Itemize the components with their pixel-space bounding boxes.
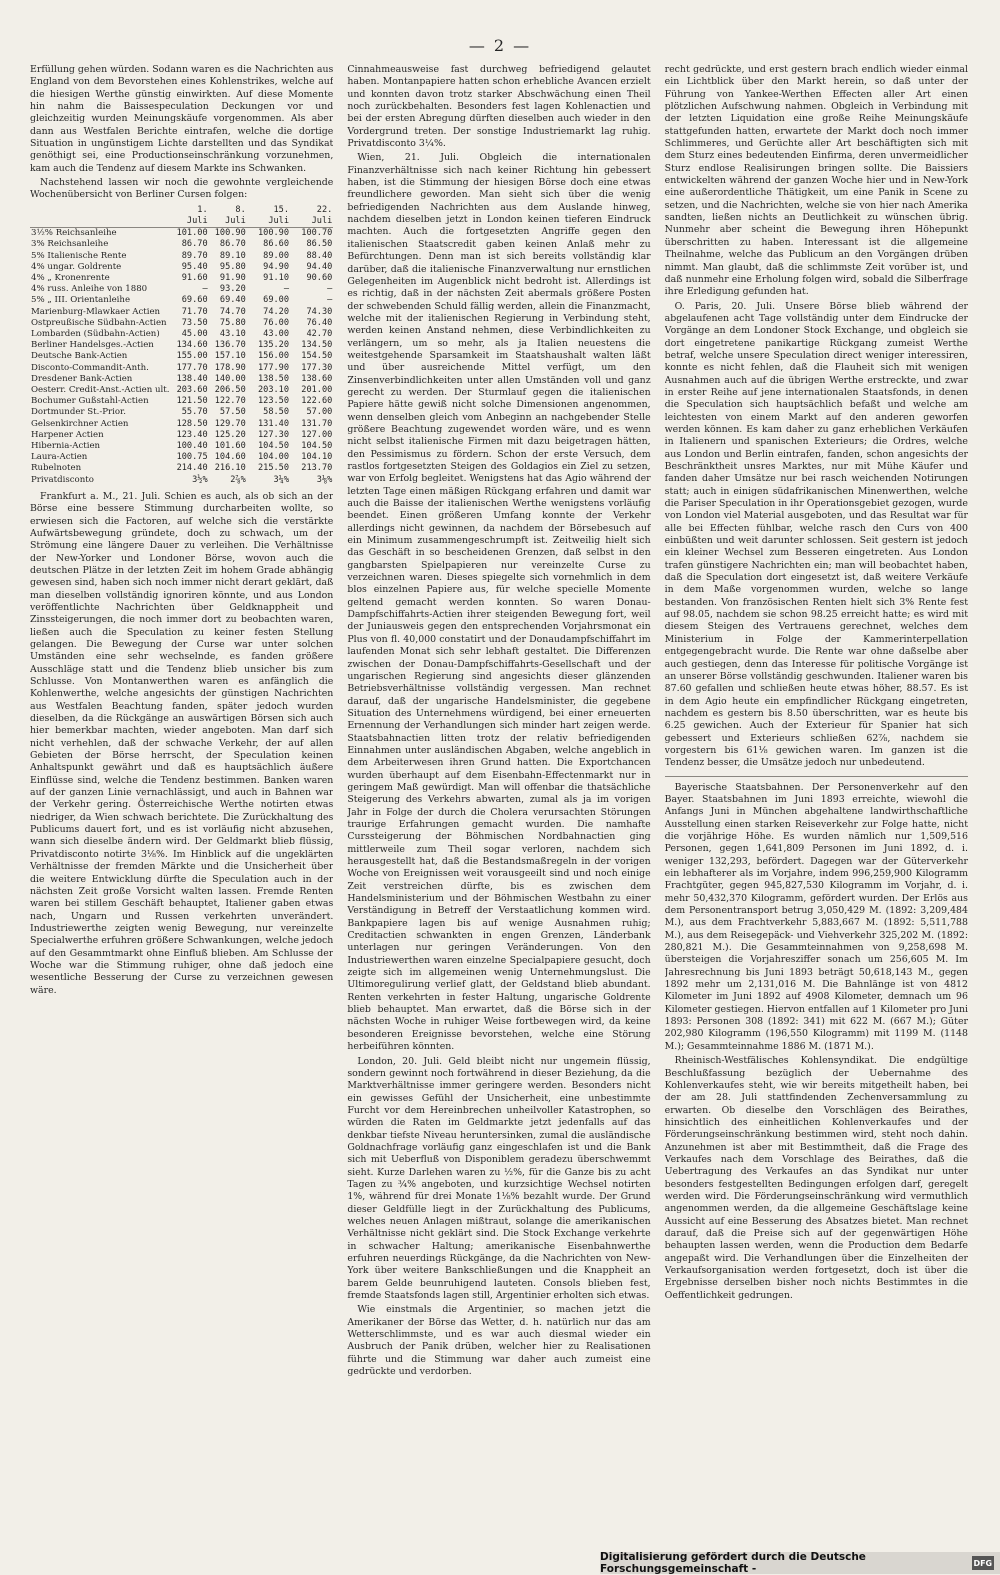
column-1 bbox=[30, 64, 333, 1534]
quote-cell: 43.10 bbox=[219, 329, 246, 340]
quote-cell: 104.00 bbox=[257, 452, 290, 463]
security-name-cell: Lombarden (Südbahn-Actien) bbox=[31, 329, 160, 340]
article-paragraph: Erfüllung gehen würden. Sodann waren es die Nachrichten aus England von dem Bevorstehen eines Kohlenstrikes, welche auf die hiesigen Werthe günstig einwirkten. Auf diese Momente hin nahm die Baissespeculation Deckungen vor und gleichzeitig wurden Meinungskäufe vorgenommen. Als aber dann aus Westfalen Berichte eintrafen, welche die dortige Situation in ungünstigem Lichte darstellten und das Syndikat genöthigt sei, eine Productionseinschränkung vorzunehmen, kam auch die Tendenz auf diesem Markte ins Schwanken. bbox=[30, 64, 334, 174]
digitization-footer bbox=[600, 1552, 1000, 1574]
table-row bbox=[30, 419, 333, 430]
security-name-cell: Gelsenkirchner Actien bbox=[31, 418, 129, 429]
quote-cell: — bbox=[327, 284, 333, 295]
quote-cell: 74.70 bbox=[219, 306, 246, 317]
quote-cell: 101.00 bbox=[176, 228, 208, 239]
security-name-cell: 5% „ III. Orientanleihe bbox=[31, 295, 131, 306]
quote-cell: 69.60 bbox=[181, 295, 208, 306]
quote-cell: 100.90 bbox=[257, 228, 290, 239]
quote-cell: 89.70 bbox=[181, 250, 208, 261]
security-name-cell: Laura-Actien bbox=[31, 452, 88, 463]
quote-cell: 76.40 bbox=[306, 317, 333, 328]
table-row bbox=[30, 284, 333, 295]
table-row bbox=[30, 374, 333, 385]
quote-cell: 125.20 bbox=[214, 429, 246, 440]
quote-cell: 86.50 bbox=[306, 239, 333, 250]
security-name-cell: Hibernia-Actien bbox=[31, 441, 101, 452]
quote-cell: 177.90 bbox=[257, 362, 290, 373]
article-paragraph-bayerische-staatsbahnen: Bayerische Staatsbahnen. Der Personenverkehr auf den Bayer. Staatsbahnen im Juni 1893 erreichte, wiewohl die Anfangs Juni in München abgehaltene landwirthschaftliche Ausstellung einen starken Reiseverkehr zur Folge hatte, nicht die vorjährige Höhe. Es wurden nämlich nur 1,509,516 Personen, gegen 1,641,809 Personen im Juni 1892, d. i. weniger 132,293, befördert. Dagegen war der Güterverkehr ein lebhafterer als im Vorjahre, indem 996,259,900 Kilogramm Frachtgüter, gegen 945,827,530 Kilogramm im Vorjahr, d. i. mehr 50,432,370 Kilogramm, gefördert wurden. Der Erlös aus dem Personentransport betrug 3,050,429 M. (1892: 3,209,484 M.), aus dem Frachtverkehr 5,883,667 M. (1892: 5,511,788 M.), aus dem Reisegepäck- und Viehverkehr 325,202 M. (1892: 280,821 M.). Die Gesammteinnahmen von 9,258,698 M. übersteigen die Vorjahresziffer sonach um 256,605 M. Im Jahresrechnung bis Juni 1893 beträgt 50,618,143 M., gegen 1892 mehr um 2,131,016 M. Die Bahnlänge ist von 4812 Kilometer im Juni 1892 auf 4908 Kilometer, demnach um 96 Kilometer gestiegen. Hiervon entfallen auf 1 Kilometer pro Juni 1893: Personen 308 (1892: 341) mit 622 M. (667 M.); Güter 202,980 Kilogramm (196,550 Kilogramm) mit 1199 M. (1148 M.); Gesammteinnahme 1886 M. (1871 M.). bbox=[664, 781, 968, 1052]
quote-cell: 138.60 bbox=[301, 373, 333, 384]
quote-cell: 178.90 bbox=[214, 362, 246, 373]
quote-cell: 122.60 bbox=[301, 396, 333, 407]
quote-cell: 203.10 bbox=[257, 385, 290, 396]
quote-cell: 155.00 bbox=[176, 351, 208, 362]
column-3 bbox=[665, 64, 968, 1534]
quote-cell: 104.60 bbox=[214, 452, 246, 463]
quote-cell: 95.40 bbox=[181, 261, 208, 272]
table-header-cell: 8. Juli bbox=[209, 205, 247, 228]
table-row bbox=[30, 251, 333, 262]
quote-cell: 100.70 bbox=[301, 228, 333, 239]
table-header-cell: 15. Juli bbox=[247, 205, 290, 228]
article-paragraph: recht gedrückte, und erst gestern brach endlich wieder einmal ein Lichtblick über den Markt herein, so daß unter der Führung von Yankee-Werthen Effecten aller Art einen plötzlichen Aufschwung nahmen. Obgleich in Verbindung mit der letzten Liquidation eine große Reihe Meinungskäufe stattgefunden hatten, erwartete der Markt doch noch immer Schlimmeres, und Gerüchte aller Art beschäftigten sich mit dem Sturz eines bedeutenden Einfirma, deren unvermeidlicher Sturz endlose Realisirungen bringen sollte. Die Baissiers entwickelten während der ganzen Woche hier und in New-York eine außerordentliche Thätigkeit, um eine Panik in Scene zu setzen, und die Nachrichten, welche sie von hier nach Amerika sandten, ließen nichts an Deutlichkeit zu wünschen übrig. Nunmehr aber scheint die Bewegung ihren Höhepunkt überschritten zu haben. Interessant ist die allgemeine Theilnahme, welche das Publicum an den Vorgängen drüben nimmt. Man glaubt, daß die schlimmste Zeit vorüber ist, und daß nunmehr eine Erholung folgen wird, sobald die Silberfrage ihre Erledigung gefunden hat. bbox=[664, 64, 968, 298]
quote-cell: 86.70 bbox=[181, 239, 208, 250]
quote-cell: 55.70 bbox=[181, 407, 208, 418]
quote-cell: 91.90 bbox=[219, 273, 246, 283]
quote-cell: 42.70 bbox=[306, 329, 333, 340]
quote-cell: 131.70 bbox=[301, 418, 333, 429]
table-row bbox=[30, 295, 333, 306]
quote-cell: 69.00 bbox=[263, 295, 290, 306]
quote-cell: 104.50 bbox=[301, 441, 333, 452]
dfg-logo: DFG bbox=[972, 1556, 994, 1570]
quote-cell: 2⅞% bbox=[230, 474, 246, 485]
article-paragraph-london: London, 20. Juli. Geld bleibt nicht nur ungemein flüssig, sondern gewinnt noch fortwährend in dieser Beziehung, da die Marktverhältnisse immer geringere werden. Besonders nicht ein gewisses Gefühl der Unsicherheit, eine unbestimmte Furcht vor dem Hereinbrechen unheilvoller Katastrophen, so würden die Raten im Geldmarkte jetzt jedenfalls auf das denkbar tiefste Niveau heruntersinken, zumal die ausländische Goldnachfrage vorläufig ganz eingeschlafen ist und die Bank sich mit Ueberfluß von Disponiblem geradezu überschwemmt sieht. Kurze Darlehen waren zu ½%, für die Ganze bis zu acht Tagen zu ¾% angeboten, und kurzsichtige Wechsel notirten 1%, während für drei Monate 1⅛% bezahlt wurde. Der Grund dieser Geldfülle liegt in der Zurückhaltung des Publicums, welches neuen Anlagen mißtraut, solange die amerikanischen Verhältnisse nicht geklärt sind. Die Stock Exchange verkehrte in schwacher Haltung; amerikanische Eisenbahnwerthe erfuhren neuerdings Rückgänge, da die Nachrichten von New-York über weitere Bankschließungen und die Knappheit an barem Gelde beunruhigend lauteten. Consols blieben fest, fremde Staatsfonds lagen still, Argentinier erholten sich etwas. bbox=[347, 1055, 651, 1302]
quote-cell: 216.10 bbox=[214, 463, 246, 474]
footer-text: Digitalisierung gefördert durch die Deutsche Forschungsgemeinschaft - bbox=[600, 1551, 866, 1575]
table-row bbox=[30, 329, 333, 340]
article-paragraph: Nachstehend lassen wir noch die gewohnte vergleichende Wochenübersicht von Berliner Cursen folgen: bbox=[30, 177, 334, 201]
quote-cell: 91.60 bbox=[181, 273, 208, 283]
table-row bbox=[30, 239, 333, 250]
quote-cell: 177.30 bbox=[301, 362, 333, 373]
table-row bbox=[30, 351, 333, 362]
quote-cell: 157.10 bbox=[214, 351, 246, 362]
quote-cell: 45.00 bbox=[181, 329, 208, 340]
table-row bbox=[30, 430, 333, 441]
quote-cell: 104.50 bbox=[257, 441, 290, 452]
quote-cell: 213.70 bbox=[301, 463, 333, 474]
security-name-cell: Deutsche Bank-Actien bbox=[31, 351, 128, 362]
section-divider bbox=[665, 776, 968, 777]
quote-cell: 91.10 bbox=[263, 273, 290, 283]
quote-cell: 127.30 bbox=[257, 429, 290, 440]
table-row bbox=[30, 441, 333, 452]
quote-cell: 94.40 bbox=[306, 261, 333, 272]
table-row bbox=[30, 318, 333, 329]
quote-cell: 135.20 bbox=[257, 340, 290, 351]
quote-cell: 100.90 bbox=[214, 228, 246, 239]
security-name-cell: Rubelnoten bbox=[31, 463, 82, 474]
column-2 bbox=[347, 64, 650, 1534]
article-paragraph-wien: Wien, 21. Juli. Obgleich die internationalen Finanzverhältnisse sich nach keiner Richtung hin gebessert haben, ist die Stimmung der hiesigen Börse doch eine etwas freundlichere geworden. Man sieht sich über die wenig befriedigenden Nachrichten aus dem Auslande hinweg, nachdem dieselben jetzt in London keinen tieferen Eindruck machten. Auch die fortgesetzten Angriffe gegen den italienischen Staatscredit gaben keinen Anlaß mehr zu Befürchtungen. Denn man ist sich bereits vollständig klar darüber, daß die italienische Finanzverwaltung nur ernstlichen Gelegenheiten im Augenblick nicht bedroht ist. Allerdings ist es richtig, daß in der nächsten Zeit abermals größere Posten der schwebenden Schuld fällig werden, allein die Finanzmacht, welche mit der italienischen Regierung in Verbindung steht, werden keinen Anstand nehmen, diese Verbindlichkeiten zu verlängern, um so mehr, als ja Italien neuestens die weitestgehende Sparsamkeit im Staatshaushalt walten läßt und über ausreichende Mittel verfügt, um den Zinsenverbindlichkeiten unter allen Umständen voll und ganz gerecht zu werden. Der Sturmlauf gegen die italienischen Papiere hätte gewiß nicht solche Dimensionen angenommen, wenn denselben gleich vom Anbeginn an nachgebender Stelle größere Beachtung zugewendet worden wäre, und es wenn nicht selbst italienische Firmen mit dazu beigetragen hätten, den Pessimismus zu fördern. Schon der erste Versuch, dem rastlos fortgesetzten Steigen des Goldagios ein Ziel zu setzen, war von Erfolg begleitet. Wenigstens hat das Agio während der letzten Tage einen mäßigen Rückgang erfahren und damit war auch die Baisse der italienischen Werthe wenigstens vorläufig beendet. Einen größeren Umfang konnte der Verkehr allerdings nicht gewinnen, da nachdem der Börsebesuch auf ein Minimum zusammengeschrumpft ist. Zeitweilig hielt sich das Geschäft in so bescheidenen Grenzen, daß selbst in den gangbarsten Spielpapieren nur vereinzelte Curse zu verzeichnen waren. Dieses spiegelte sich vornehmlich in dem blos einzelnen Papiere aus, für welche specielle Momente geltend gemacht werden konnten. So waren Donau-Dampfschiffahrts-Actien ihrer steigenden Bewegung fort, weil der Juniausweis gegen den entsprechenden Vorjahrsmonat ein Plus von fl. 40,000 constatirt und der Donaudampfschiffahrt im laufenden Monat sich sehr lebhaft gestaltet. Die Differenzen zwischen der Donau-Dampfschiffahrts-Gesellschaft und der ungarischen Regierung sind angesichts dieser glänzenden Betriebsverhältnisse vollständig vergessen. Man rechnet darauf, daß der ungarische Handelsminister, die gegebene Situation des Unternehmens würdigend, bei einer erneuerten Ernennung der Verhandlungen sich minder hart zeigen werde. Staatsbahnactien litten trotz der relativ befriedigenden Einnahmen unter ausländischen Abgaben, welche angeblich in dem Arbeiterwesen ihren Grund hatten. Die Exportchancen wurden überhaupt auf dem Eisenbahn-Effectenmarkt nur in geringem Maß gewürdigt. Man will offenbar die thatsächliche Steigerung des Verkehrs abwarten, zumal als ja im vorigen Jahr in Folge der durch die Cholera verursachten Störungen traurige Erfahrungen gemacht wurden. Die namhafte Curssteigerung der Böhmischen Nordbahnactien ging mittlerweile zum Theil sogar verloren, nachdem sich herausgestellt hat, daß die Bestandsmaßregeln in der vorigen Woche von Ereignissen weit vorausgeeilt sind und noch einige Zeit verstreichen dürfte, bis es zwischen dem Handelsministerium und der Böhmischen Westbahn zu einer Verständigung in Betreff der Verstaatlichung kommen wird. Bankpapiere lagen bis auf wenige Ausnahmen ruhig; Creditactien schwankten in engen Grenzen, Länderbank unterlagen nur geringen Veränderungen. Von den Industriewerthen waren einzelne Specialpapiere gesucht, doch zeigte sich im allgemeinen wenig Unternehmungslust. Die Ultimoregulirung verlief glatt, der Geldstand blieb abundant. Renten verkehrten in fester Haltung, ungarische Goldrente blieb behauptet. Man erwartet, daß die Börse sich in der nächsten Woche in ruhiger Weise fortbewegen wird, da keine besonderen Ereignisse bevorstehen, welche eine Störung herbeiführen könnten. bbox=[347, 152, 651, 1053]
quote-cell: 74.30 bbox=[306, 306, 333, 317]
security-name-cell: Disconto-Commandit-Anth. bbox=[31, 362, 149, 373]
security-name-cell: 4% ungar. Goldrente bbox=[31, 261, 122, 272]
article-paragraph: Wie einstmals die Argentinier, so machen jetzt die Amerikaner der Börse das Wetter, d. h. natürlich nur das am Wetterschlimmste, und es war auch diesmal wieder ein Ausbruch der Panik drüben, welcher hier zu Realisationen führte und die Stimmung war daher auch zumeist eine gedrückte und verdorben. bbox=[347, 1304, 651, 1378]
quote-cell: 75.80 bbox=[219, 317, 246, 328]
quote-cell: 156.00 bbox=[257, 351, 290, 362]
security-name-cell: Dresdener Bank-Actien bbox=[31, 373, 133, 384]
quote-cell: — bbox=[327, 295, 333, 306]
quote-cell: 58.50 bbox=[263, 407, 290, 418]
table-header-cell bbox=[30, 205, 170, 228]
quote-cell: 93.20 bbox=[219, 284, 246, 295]
table-row bbox=[30, 396, 333, 407]
security-name-cell: 3½% Reichsanleihe bbox=[31, 228, 117, 239]
quote-cell: 177.70 bbox=[176, 362, 208, 373]
table-row bbox=[30, 463, 333, 474]
table-row bbox=[30, 228, 333, 240]
quote-cell: 71.70 bbox=[181, 306, 208, 317]
security-name-cell: Marienburg-Mlawkaer Actien bbox=[31, 306, 161, 317]
quote-cell: 129.70 bbox=[214, 418, 246, 429]
quote-cell: 57.00 bbox=[306, 407, 333, 418]
quote-cell: 134.60 bbox=[176, 340, 208, 351]
page-number: — 2 — bbox=[468, 36, 532, 55]
quote-cell: 140.00 bbox=[214, 373, 246, 384]
berlin-quotes-table bbox=[30, 205, 333, 486]
table-row bbox=[30, 363, 333, 374]
quote-cell: 69.40 bbox=[219, 295, 246, 306]
quote-cell: 104.10 bbox=[301, 452, 333, 463]
quote-cell: 122.70 bbox=[214, 396, 246, 407]
quote-cell: 136.70 bbox=[214, 340, 246, 351]
quote-cell: — bbox=[202, 284, 208, 295]
quote-cell: — bbox=[283, 284, 290, 295]
table-header-cell: 22. Juli bbox=[290, 205, 333, 228]
quote-cell: 88.40 bbox=[306, 250, 333, 261]
quote-cell: 3⅛% bbox=[316, 474, 333, 485]
table-header-cell: 1. Juli bbox=[170, 205, 208, 228]
security-name-cell: Oesterr. Credit-Anst.-Actien ult. bbox=[31, 385, 170, 396]
table-row bbox=[30, 407, 333, 418]
quote-cell: 89.00 bbox=[263, 250, 290, 261]
quote-cell: 123.40 bbox=[176, 429, 208, 440]
table-row bbox=[30, 262, 333, 273]
quote-cell: 201.00 bbox=[301, 385, 333, 396]
quote-cell: 154.50 bbox=[301, 351, 333, 362]
quote-cell: 203.60 bbox=[176, 385, 208, 396]
quote-cell: 215.50 bbox=[257, 463, 290, 474]
security-name-cell: 4% „ Kronenrente bbox=[31, 273, 110, 283]
quote-cell: 76.00 bbox=[263, 317, 290, 328]
quote-cell: 94.90 bbox=[263, 261, 290, 272]
table-row bbox=[30, 385, 333, 396]
quote-cell: 206.50 bbox=[214, 385, 246, 396]
article-paragraph: Cinnahmeausweise fast durchweg befriedigend gelautet haben. Montanpapiere hatten schon erhebliche Avancen erzielt und konnten davon trotz starker Abschwächung einen Theil noch zurückbehalten. Besonders fest lagen Kohlenactien und bei der ersten Abregung dürften dieselben auch wieder in den Vordergrund treten. Der sonstige Industriemarkt lag ruhig. Privatdisconto 3¼%. bbox=[347, 64, 651, 150]
quote-cell: 214.40 bbox=[176, 463, 208, 474]
security-name-cell: Harpener Actien bbox=[31, 429, 104, 440]
quote-cell: 3½% bbox=[192, 474, 208, 485]
article-paragraph-paris: O. Paris, 20. Juli. Unsere Börse blieb während der abgelaufenen acht Tage vollständig unter dem Eindrucke der Vorgänge an dem Londoner Stock Exchange, und obgleich sie dort eingetretene panikartige Rückgang zumeist Werthe betraf, welche unsere Speculation direct weniger interessiren, konnte es nicht fehlen, daß die Flauheit sich mit wenigen Ausnahmen auch auf die übrigen Werthe erstreckte, und zwar in erster Reihe auf jene internationalen Staatsfonds, in denen die Speculation sich hauptsächlich befaßt und welche am leichtesten von einem Markt auf den anderen geworfen werden können. Es kam daher zu ganz erheblichen Verkäufen in Italienern und spanischen Exterieurs; die Ordres, welche aus London und Berlin eintrafen, fanden, schon angesichts der Beschränktheit unsres Marktes, nur mit Mühe Käufer und fanden daher Umsätze nur bei rasch weichenden Notirungen statt; auch in einigen südafrikanischen Minenwerthen, welche die Pariser Speculation in ihr Operationsgebiet gezogen, wurde von London viel Material ausgeboten, und das Resultat war für alle bei Effecten fühlbar, welche rasch den Curs von 400 einbüßten und weit darunter schlossen. Seit gestern ist jedoch ein kleiner Wechsel zum Besseren eingetreten. Aus London trafen günstigere Nachrichten ein; man will beobachtet haben, daß die Speculation dort eingesetzt ist, daß weitere Verkäufe in dem Maße vorgenommen wurden, welche so lange bestanden. Von französischen Renten hielt sich 3% Rente fest auf 98.05, nachdem sie schon 98.25 erreicht hatte; es wird mit diesem Steigen des Vertrauens gerechnet, welches dem Ministerium in Folge der Kammerinterpellation entgegengebracht wurde. Die Rente war ohne daßselbe aber auch gestiegen, denn das Interesse für politische Vorgänge ist an unserer Börse vollständig geschwunden. Italiener waren bis 87.60 gefallen und schließen heute etwas höher, 88.57. Es ist in dem Agio heute ein empfindlicher Rückgang eingetreten, nachdem es gestern bis 8.50 überschritten, war es heute bis 6.25 gewichen. Auch der Exterieur für Spanier hat sich gebessert und Exterieurs schließen 62⅞, nachdem sie vorgestern bis 61⅛ gewichen waren. Im ganzen ist die Tendenz besser, die Umsätze jedoch nur unbedeutend. bbox=[664, 300, 968, 769]
quote-cell: 128.50 bbox=[176, 418, 208, 429]
quote-cell: 134.50 bbox=[301, 340, 333, 351]
quote-cell: 100.40 bbox=[176, 441, 208, 452]
article-paragraph-frankfurt: Frankfurt a. M., 21. Juli. Schien es auch, als ob sich an der Börse eine bessere Stimmung durcharbeiten wollte, so erwiesen sich die Factoren, auf welche sich die verstärkte Aufwärtsbewegung gründete, doch zu schwach, um der Strömung eine längere Dauer zu verleihen. Die Verhältnisse der New-Yorker und Londoner Börse, wovon auch die deutschen Plätze in der letzten Zeit im hohem Grade abhängig gewesen sind, haben sich noch immer nicht derart geklärt, daß man dieselben vollständig ignoriren könnte, und aus London veröffentlichte Nachrichten über Geldknappheit und Zinssteigerungen, die noch immer dort zu beobachten waren, ließen auch die Speculation zu keiner festen Stellung gelangen. Die Bewegung der Curse war unter solchen Umständen eine sehr wechselnde, es fanden größere Ausschläge statt und die Tendenz blieb unsicher bis zum Schlusse. Von Montanwerthen waren es anfänglich die Kohlenwerthe, welche angesichts der günstigen Nachrichten aus Westfalen Beachtung fanden, später jedoch wurden dieselben, da die Rückgänge an auswärtigen Börsen sich auch hier bemerkbar machten, wieder angeboten. Man darf sich nicht verhehlen, daß der schwache Verkehr, der auf allen Gebieten der Börse herrscht, der Speculation keinen Anhaltspunkt gewährt und daß es hauptsächlich äußere Einflüsse sind, welche die Tendenz bestimmen. Banken waren auf der ganzen Linie vernachlässigt, und auch in Bahnen war der Verkehr gering. Österreichische Werthe notirten etwas niedriger, da Wien schwach berichtete. Die Zurückhaltung des Publicums dauert fort, und es ist vorläufig nicht abzusehen, wann sich dieselbe ändern wird. Der Geldmarkt blieb flüssig, Privatdisconto notirte 3⅛%. Im Hinblick auf die ungeklärten Verhältnisse der fremden Märkte und die Unsicherheit über die weitere Entwicklung dürfte die Speculation auch in der nächsten Zeit große Vorsicht walten lassen. Fremde Renten waren bei stillem Geschäft behauptet, Italiener gaben etwas nach, Ungarn und Russen verkehrten unverändert. Industriewerthe zeigten wenig Bewegung, nur vereinzelte Specialwerthe erfuhren größere Schwankungen, welche jedoch auf den Gesammtmarkt ohne Einfluß blieben. Am Schlusse der Woche war die Stimmung ruhiger, ohne daß jedoch eine wesentliche Besserung der Curse zu verzeichnen gewesen wäre. bbox=[30, 490, 334, 996]
quote-cell: 100.75 bbox=[176, 452, 208, 463]
security-name-cell: Privatdisconto bbox=[31, 474, 94, 485]
table-row bbox=[30, 475, 333, 486]
table-header-row bbox=[30, 205, 333, 228]
quote-cell: 131.40 bbox=[257, 418, 290, 429]
quote-cell: 73.50 bbox=[181, 317, 208, 328]
security-name-cell: Bochumer Gußstahl-Actien bbox=[31, 396, 149, 407]
table-row bbox=[30, 307, 333, 318]
quote-cell: 89.10 bbox=[219, 250, 246, 261]
security-name-cell: 4% russ. Anleihe von 1880 bbox=[31, 284, 148, 295]
quote-cell: 57.50 bbox=[219, 407, 246, 418]
quote-cell: 121.50 bbox=[176, 396, 208, 407]
quote-cell: 101.60 bbox=[214, 441, 246, 452]
security-name-cell: Dortmunder St.-Prior. bbox=[31, 407, 126, 418]
quote-cell: 74.20 bbox=[263, 306, 290, 317]
quote-cell: 95.80 bbox=[219, 261, 246, 272]
quote-cell: 127.00 bbox=[301, 429, 333, 440]
quote-cell: 43.00 bbox=[263, 329, 290, 340]
security-name-cell: 3% Reichsanleihe bbox=[31, 239, 109, 250]
quote-cell: 123.50 bbox=[257, 396, 290, 407]
article-paragraph-kohlensyndikat: Rheinisch-Westfälisches Kohlensyndikat. Die endgültige Beschlußfassung bezüglich der Uebernahme des Kohlenverkaufes steht, wie wir bereits mitgetheilt haben, bei der am 28. Juli stattfindenden Zechenversammlung zu erwarten. Ob dieselbe den Vorschlägen des Beirathes, hinsichtlich des einheitlichen Kohlenverkaufes und der Förderungseinschränkung bestimmen wird, steht noch dahin. Anzunehmen ist aber mit Bestimmtheit, daß die Frage des Verkaufes nach dem Vorschlage des Beirathes, daß die Uebertragung des Verkaufes an das Syndikat nur unter besonders festgestellten Bedingungen erfolgen darf, geregelt werden wird. Die Förderungseinschränkung wird vermuthlich angenommen werden, da die allgemeine Geschäftslage keine Aussicht auf eine Besserung des Absatzes bietet. Man rechnet darauf, daß die Preise sich auf der gegenwärtigen Höhe behaupten lassen werden, wenn die Production dem Bedarfe angepaßt wird. Die Verhandlungen über die Einzelheiten der Verkaufsorganisation werden fortgesetzt, doch ist über die Ergebnisse derselben bisher noch nichts Bestimmtes in die Oeffentlichkeit gedrungen. bbox=[664, 1055, 968, 1301]
quote-cell: 138.50 bbox=[257, 373, 290, 384]
newspaper-columns bbox=[30, 64, 968, 1534]
quote-cell: 86.60 bbox=[263, 239, 290, 250]
quote-cell: 3¼% bbox=[273, 474, 290, 485]
security-name-cell: Berliner Handelsges.-Actien bbox=[31, 340, 154, 351]
table-row bbox=[30, 340, 333, 351]
quote-cell: 90.60 bbox=[306, 273, 333, 283]
table-row bbox=[30, 273, 333, 284]
quote-cell: 86.70 bbox=[219, 239, 246, 250]
security-name-cell: 5% Italienische Rente bbox=[31, 250, 127, 261]
quote-cell: 138.40 bbox=[176, 373, 208, 384]
security-name-cell: Ostpreußische Südbahn-Actien bbox=[31, 317, 167, 328]
table-row bbox=[30, 452, 333, 463]
